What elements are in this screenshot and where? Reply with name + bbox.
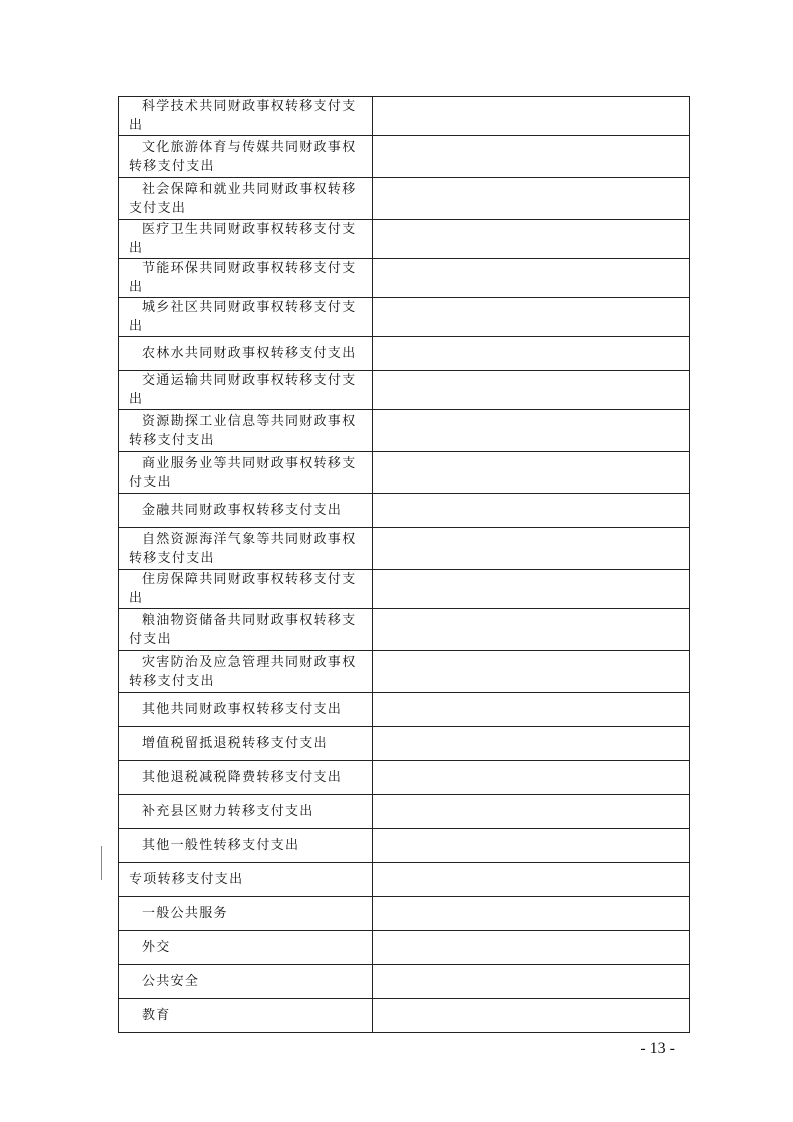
row-value	[373, 136, 690, 178]
row-value	[373, 371, 690, 410]
table-row	[119, 795, 690, 829]
row-value	[373, 410, 690, 452]
table-row	[119, 999, 690, 1033]
row-label: 科学技术共同财政事权转移支付支出	[119, 97, 373, 136]
row-value	[373, 452, 690, 494]
row-label: 农林水共同财政事权转移支付支出	[119, 337, 373, 371]
row-value	[373, 178, 690, 220]
row-value	[373, 337, 690, 371]
row-value	[373, 931, 690, 965]
table-row	[119, 337, 690, 371]
table-row	[119, 693, 690, 727]
table-row	[119, 371, 690, 410]
table-row	[119, 897, 690, 931]
table-row	[119, 528, 690, 570]
row-value	[373, 651, 690, 693]
row-value	[373, 897, 690, 931]
table-row	[119, 727, 690, 761]
row-value	[373, 965, 690, 999]
row-label: 外交	[119, 931, 373, 965]
budget-table	[118, 96, 690, 1033]
row-label: 增值税留抵退税转移支付支出	[119, 727, 373, 761]
row-label: 一般公共服务	[119, 897, 373, 931]
row-value	[373, 999, 690, 1033]
row-label: 社会保障和就业共同财政事权转移支付支出	[119, 178, 373, 220]
table-row	[119, 609, 690, 651]
row-label: 交通运输共同财政事权转移支付支出	[119, 371, 373, 410]
row-label: 专项转移支付支出	[119, 863, 373, 897]
table-row	[119, 298, 690, 337]
row-value	[373, 693, 690, 727]
row-label: 其他一般性转移支付支出	[119, 829, 373, 863]
row-value	[373, 795, 690, 829]
row-label: 商业服务业等共同财政事权转移支付支出	[119, 452, 373, 494]
row-label: 补充县区财力转移支付支出	[119, 795, 373, 829]
table-row	[119, 863, 690, 897]
row-label: 城乡社区共同财政事权转移支付支出	[119, 298, 373, 337]
row-label: 公共安全	[119, 965, 373, 999]
table-row	[119, 494, 690, 528]
row-value	[373, 97, 690, 136]
row-value	[373, 528, 690, 570]
row-value	[373, 761, 690, 795]
table-row	[119, 410, 690, 452]
table-row	[119, 136, 690, 178]
table-row	[119, 761, 690, 795]
row-value	[373, 298, 690, 337]
row-label: 灾害防治及应急管理共同财政事权转移支付支出	[119, 651, 373, 693]
row-value	[373, 494, 690, 528]
margin-binding-mark	[101, 846, 102, 880]
row-label: 金融共同财政事权转移支付支出	[119, 494, 373, 528]
table-row	[119, 829, 690, 863]
row-label: 医疗卫生共同财政事权转移支付支出	[119, 220, 373, 259]
row-label: 节能环保共同财政事权转移支付支出	[119, 259, 373, 298]
row-label: 粮油物资储备共同财政事权转移支付支出	[119, 609, 373, 651]
table-row	[119, 931, 690, 965]
row-value	[373, 727, 690, 761]
row-label: 文化旅游体育与传媒共同财政事权转移支付支出	[119, 136, 373, 178]
row-label: 教育	[119, 999, 373, 1033]
page-number: - 13 -	[640, 1040, 675, 1057]
table-row	[119, 651, 690, 693]
table-row	[119, 220, 690, 259]
table-row	[119, 965, 690, 999]
row-label: 其他退税减税降费转移支付支出	[119, 761, 373, 795]
table-row	[119, 259, 690, 298]
table-row	[119, 97, 690, 136]
row-label: 住房保障共同财政事权转移支付支出	[119, 570, 373, 609]
row-value	[373, 220, 690, 259]
row-value	[373, 609, 690, 651]
row-label: 其他共同财政事权转移支付支出	[119, 693, 373, 727]
row-value	[373, 259, 690, 298]
row-value	[373, 863, 690, 897]
row-label: 资源勘探工业信息等共同财政事权转移支付支出	[119, 410, 373, 452]
row-value	[373, 570, 690, 609]
table-row	[119, 452, 690, 494]
row-value	[373, 829, 690, 863]
table-row	[119, 570, 690, 609]
table-row	[119, 178, 690, 220]
row-label: 自然资源海洋气象等共同财政事权转移支付支出	[119, 528, 373, 570]
